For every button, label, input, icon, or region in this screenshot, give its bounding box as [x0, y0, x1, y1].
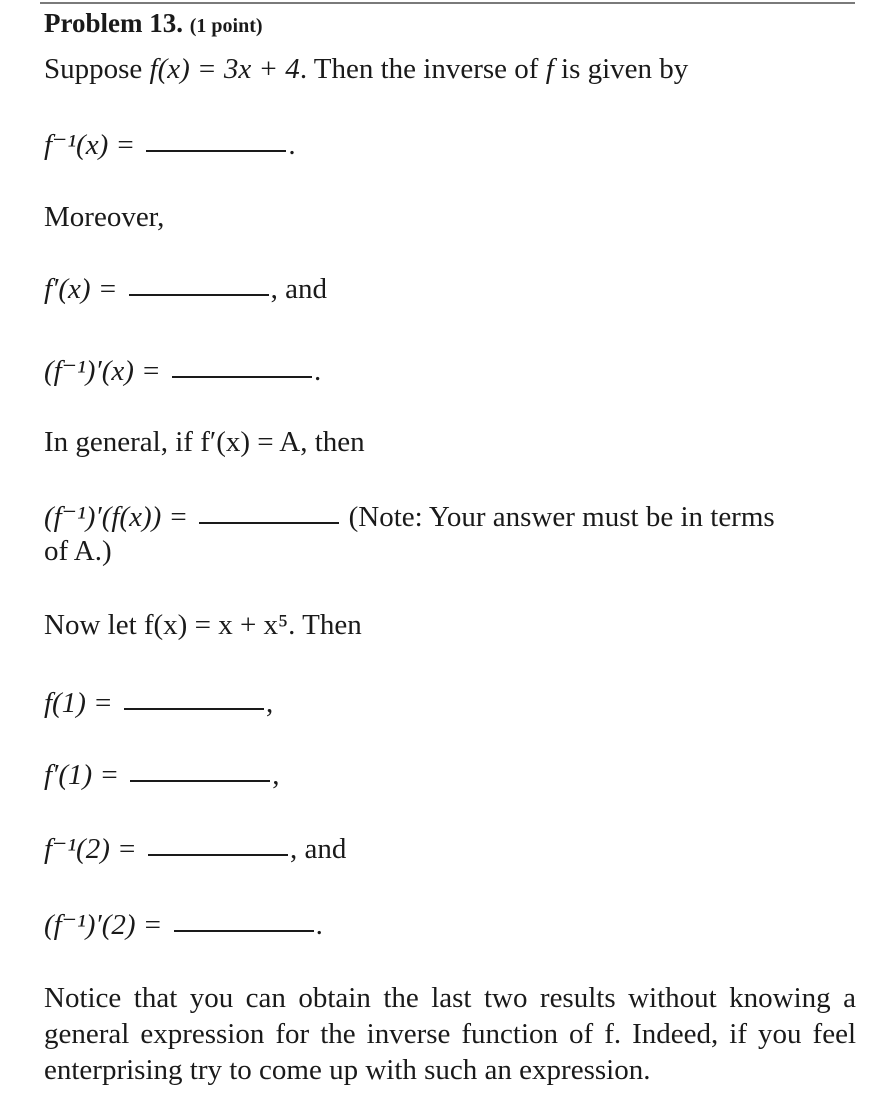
finv2-answer-blank[interactable]: [148, 854, 288, 856]
general-note-continued: of A.): [44, 535, 112, 567]
fprime-row: [44, 272, 327, 306]
f1-suffix: ,: [265, 687, 274, 719]
f1-label: f(1) =: [44, 687, 113, 719]
f-symbol: f: [545, 53, 554, 85]
fp1-answer-blank[interactable]: [130, 780, 270, 782]
general-label: (f⁻¹)′(f(x)) =: [44, 501, 189, 533]
fp1-label: f′(1) =: [44, 759, 120, 791]
general-text: In general, if f′(x) = A, then: [44, 426, 365, 458]
function-definition: f(x) = 3x + 4: [149, 53, 300, 85]
finvp2-answer-blank[interactable]: [174, 930, 314, 932]
notice-paragraph: Notice that you can obtain the last two results without knowing a general expression for the inverse function of f. Indeed, if you feel enterprising try to come up with such an expression.: [44, 982, 856, 1086]
general-row: [44, 500, 775, 534]
intro-text-end: is given by: [553, 53, 689, 85]
intro-text-start: Suppose: [44, 53, 150, 85]
moreover-text: Moreover,: [44, 201, 165, 233]
finvp2-label: (f⁻¹)′(2) =: [44, 909, 163, 941]
now-let-text: Now let f(x) = x + x⁵. Then: [44, 609, 362, 641]
inverse-label: f⁻¹(x) =: [44, 129, 136, 161]
fprime-suffix: , and: [270, 273, 328, 305]
inverse-prime-row: [44, 354, 321, 388]
f1-row: [44, 686, 273, 720]
problem-title: Problem 13.: [44, 8, 183, 38]
intro-text-middle: . Then the inverse of: [299, 53, 546, 85]
finv2-label: f⁻¹(2) =: [44, 833, 137, 865]
fp1-suffix: ,: [272, 759, 280, 791]
inverse-prime-label: (f⁻¹)′(x) =: [44, 355, 161, 387]
finv2-row: [44, 832, 346, 866]
top-divider: [40, 2, 855, 4]
inverse-prime-suffix: .: [313, 355, 322, 387]
general-answer-blank[interactable]: [199, 522, 339, 524]
inverse-prime-answer-blank[interactable]: [172, 376, 312, 378]
problem-heading: [44, 6, 263, 43]
finvp2-suffix: .: [315, 909, 323, 941]
problem-points: (1 point): [189, 15, 263, 37]
f1-answer-blank[interactable]: [124, 708, 264, 710]
inverse-row: [44, 128, 296, 162]
fprime-answer-blank[interactable]: [129, 294, 269, 296]
inverse-suffix: .: [288, 129, 296, 161]
inverse-answer-blank[interactable]: [146, 150, 286, 152]
general-note: (Note: Your answer must be in terms: [348, 501, 775, 533]
finv2-suffix: , and: [289, 833, 347, 865]
intro-sentence: [44, 52, 688, 86]
finvp2-row: [44, 908, 323, 942]
fp1-row: [44, 758, 280, 792]
fprime-label: f′(x) =: [44, 273, 118, 305]
